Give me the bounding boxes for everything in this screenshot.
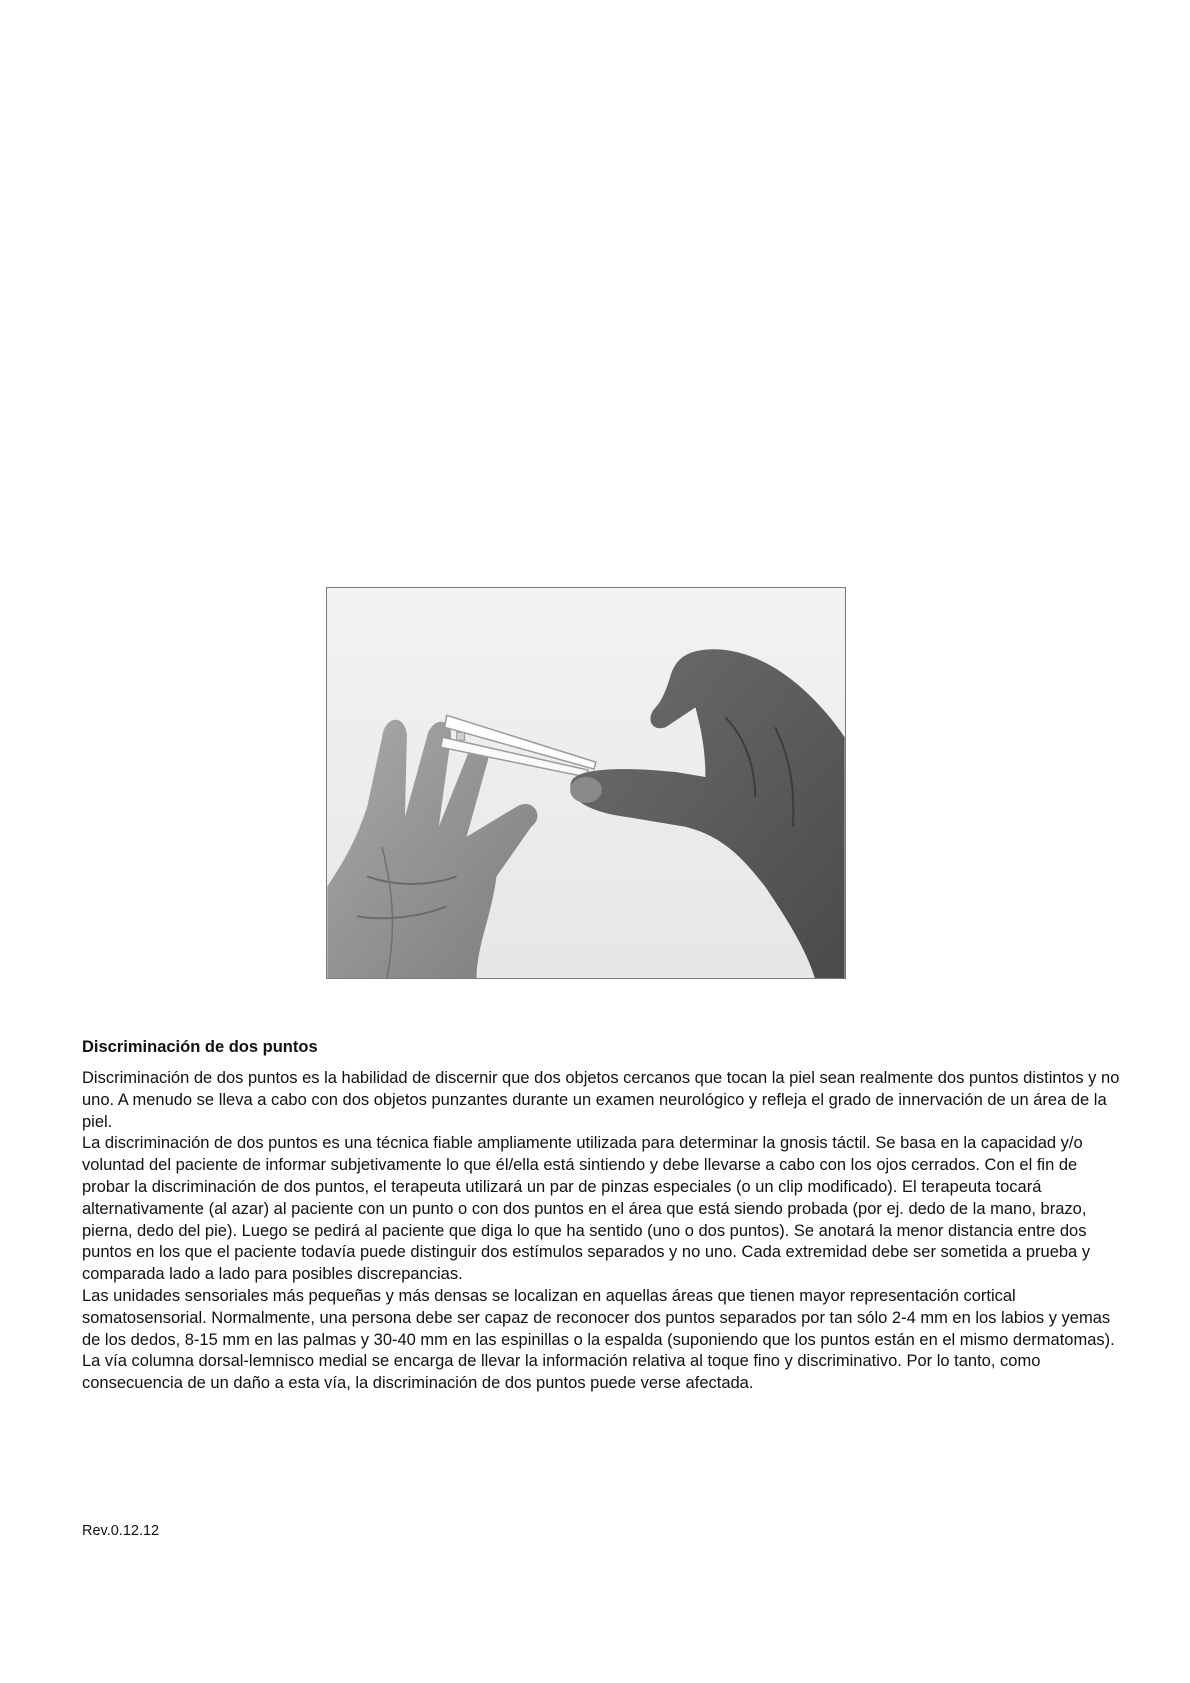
- body-paragraph: La discriminación de dos puntos es una técnica fiable ampliamente utilizada para determinar la gnosis táctil. Se basa en la capacidad y/o voluntad del paciente de informar subjetivamente lo que él/ella está sintiendo y debe llevarse a cabo con los ojos cerrados. Con el fin de probar la discriminación de dos puntos, el terapeuta utilizará un par de pinzas especiales (o un clip modificado). El terapeuta tocará alternativamente (al azar) al paciente con un punto o con dos puntos en el área que está siendo probada (por ej. dedo de la mano, brazo, pierna, dedo del pie). Luego se pedirá al paciente que diga lo que ha sentido (uno o dos puntos). Se anotará la menor distancia entre dos puntos en los que el paciente todavía puede distinguir dos estímulos separados y no uno. Cada extremidad debe ser sometida a prueba y comparada lado a lado para posibles discrepancias.: [82, 1134, 1091, 1284]
- two-point-discrimination-photo: [326, 587, 846, 979]
- section-title: Discriminación de dos puntos: [82, 1038, 318, 1056]
- revision-label: Rev.0.12.12: [82, 1523, 160, 1539]
- section-body: [82, 1068, 1122, 1395]
- body-paragraph: Discriminación de dos puntos es la habilidad de discernir que dos objetos cercanos que tocan la piel sean realmente dos puntos distintos y no uno. A menudo se lleva a cabo con dos objetos punzantes durante un examen neurológico y refleja el grado de innervación de un área de la piel.: [82, 1069, 1120, 1131]
- hands-with-calipers-illustration: [327, 588, 845, 978]
- body-paragraph: Las unidades sensoriales más pequeñas y más densas se localizan en aquellas áreas que tienen mayor representación cortical somatosensorial. Normalmente, una persona debe ser capaz de reconocer dos puntos separados por tan sólo 2-4 mm en los labios y yemas de los dedos, 8-15 mm en las palmas y 30-40 mm en las espinillas o la espalda (suponiendo que los puntos están en el mismo dermatomas). La vía columna dorsal-lemnisco medial se encarga de llevar la información relativa al toque fino y discriminativo. Por lo tanto, como consecuencia de un daño a esta vía, la discriminación de dos puntos puede verse afectada.: [82, 1286, 1115, 1393]
